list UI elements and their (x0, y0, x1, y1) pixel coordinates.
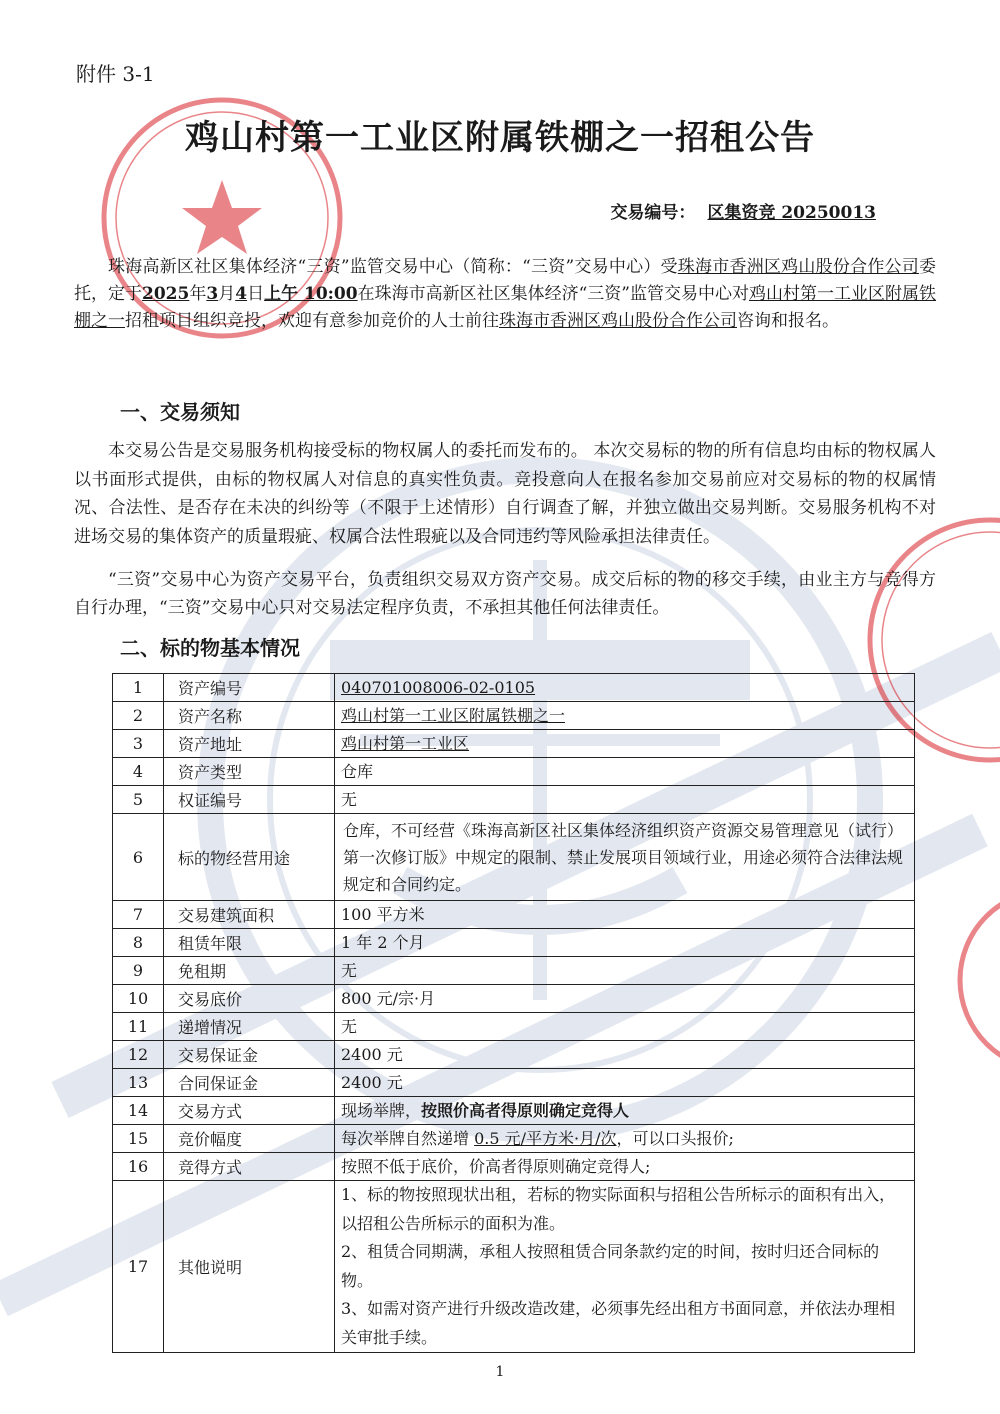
intro-text: 月 (218, 284, 236, 304)
row-label: 免租期 (164, 957, 335, 985)
note-item: 1、标的物按照现状出租，若标的物实际面积与招租公告所标示的面积有出入，以招租公告所标示的面积为准。 (341, 1185, 896, 1233)
row-value: 2400 元 (335, 1069, 915, 1097)
row-value-part: 每次举牌自然递增 (341, 1129, 475, 1148)
row-label: 竞价幅度 (164, 1125, 335, 1153)
row-value-part: 按照价高者得原则确定竞得人 (421, 1101, 630, 1120)
row-number: 16 (113, 1153, 164, 1181)
row-number: 4 (113, 758, 164, 786)
transaction-number-label: 交易编号： (610, 203, 696, 223)
contact-organization: 珠海市香洲区鸡山股份合作公司 (499, 311, 737, 331)
entrustor: 珠海市香洲区鸡山股份合作公司 (677, 257, 920, 277)
row-value: 800 元/宗·月 (335, 985, 915, 1013)
row-label: 其他说明 (164, 1181, 335, 1353)
row-value: 无 (335, 786, 915, 814)
row-label: 交易建筑面积 (164, 901, 335, 929)
bid-time: 上午 10:00 (264, 284, 358, 304)
row-value-part: 现场举牌， (341, 1101, 422, 1120)
intro-text: 委托，定于 (74, 257, 937, 304)
row-label: 标的物经营用途 (164, 814, 335, 901)
row-number: 2 (113, 702, 164, 730)
table-row (113, 1097, 915, 1125)
table-row (113, 702, 915, 730)
table-row (113, 786, 915, 814)
row-number: 15 (113, 1125, 164, 1153)
table-row (113, 1041, 915, 1069)
table-row (113, 901, 915, 929)
transaction-number (610, 198, 880, 223)
table-row (113, 957, 915, 985)
table-row (113, 674, 915, 702)
bid-day: 4 (235, 284, 248, 304)
intro-text: 在珠海市高新区社区集体经济“三资”监管交易中心对 (357, 284, 750, 304)
row-label: 竞得方式 (164, 1153, 335, 1181)
row-number: 13 (113, 1069, 164, 1097)
table-row (113, 1125, 915, 1153)
row-number: 11 (113, 1013, 164, 1041)
note-item: 2、租赁合同期满，承租人按照租赁合同条款约定的时间，按时归还合同标的物。 (341, 1242, 880, 1290)
red-seal-bottom-right (940, 880, 1000, 1080)
table-row (113, 1181, 915, 1353)
row-number: 5 (113, 786, 164, 814)
row-number: 14 (113, 1097, 164, 1125)
row-value: 2400 元 (335, 1041, 915, 1069)
row-label: 合同保证金 (164, 1069, 335, 1097)
transaction-number-value: 区集资竞 20250013 (707, 203, 876, 223)
row-number: 6 (113, 814, 164, 901)
row-label: 租赁年限 (164, 929, 335, 957)
table-row (113, 758, 915, 786)
table-row (113, 814, 915, 901)
row-number: 7 (113, 901, 164, 929)
table-row (113, 929, 915, 957)
row-value-part: ，可以口头报价; (616, 1129, 734, 1148)
table-row (113, 1069, 915, 1097)
row-value: 鸡山村第一工业区附属铁棚之一 (341, 706, 566, 725)
intro-text: 咨询和报名。 (737, 311, 839, 331)
intro-text: 年 (189, 284, 207, 304)
row-value: 100 平方米 (335, 901, 915, 929)
bid-year: 2025 (142, 284, 190, 304)
row-number: 9 (113, 957, 164, 985)
row-value: 鸡山村第一工业区 (341, 734, 470, 753)
row-value: 040701008006-02-0105 (341, 678, 536, 697)
page-title: 鸡山村第一工业区附属铁棚之一招租公告 (185, 118, 815, 158)
row-value (335, 1125, 915, 1153)
row-value: 无 (335, 1013, 915, 1041)
intro-paragraph (74, 254, 936, 335)
page-number: 1 (495, 1364, 505, 1380)
notice-paragraph-1: 本交易公告是交易服务机构接受标的物权属人的委托而发布的。 本次交易标的物的所有信息均由标的物权属人以书面形式提供，由标的物权属人对信息的真实性负责。竞投意向人在报名参加交易前应对交易标的物的权属情况、合法性、是否存在未决的纠纷等（不限于上述情形）自行调查了解，并独立做出交易判断。交易服务机构不对进场交易的集体资产的质量瑕疵、权属合法性瑕疵以及合同违约等风险承担法律责任。 (74, 441, 936, 547)
row-value (335, 1097, 915, 1125)
table-row (113, 1153, 915, 1181)
row-label: 递增情况 (164, 1013, 335, 1041)
row-label: 资产名称 (164, 702, 335, 730)
intro-text: 招租项目组织竞投，欢迎有意参加竞价的人士前往 (125, 311, 499, 331)
row-value: 仓库，不可经营《珠海高新区社区集体经济组织资产资源交易管理意见（试行）第一次修订版》中规定的限制、禁止发展项目领域行业，用途必须符合法律法规规定和合同约定。 (335, 814, 915, 901)
row-label: 权证编号 (164, 786, 335, 814)
row-number: 1 (113, 674, 164, 702)
note-item: 3、如需对资产进行升级改造改建，必须事先经出租方书面同意，并依法办理相关审批手续。 (341, 1299, 896, 1347)
row-value: 无 (335, 957, 915, 985)
row-label: 资产地址 (164, 730, 335, 758)
bid-month: 3 (206, 284, 219, 304)
attachment-label: 附件 3-1 (76, 62, 155, 86)
intro-text: 日 (247, 284, 265, 304)
row-number: 8 (113, 929, 164, 957)
row-label: 交易底价 (164, 985, 335, 1013)
table-row (113, 1013, 915, 1041)
asset-info-table (112, 673, 915, 1353)
row-label: 交易保证金 (164, 1041, 335, 1069)
row-value-part: 0.5 元/平方米·月/次 (474, 1129, 617, 1148)
row-number: 3 (113, 730, 164, 758)
project-name: 鸡山村第一工业区附属铁棚之一 (74, 284, 937, 331)
row-value: 按照不低于底价，价高者得原则确定竞得人; (335, 1153, 915, 1181)
table-row (113, 985, 915, 1013)
row-value: 1 年 2 个月 (335, 929, 915, 957)
table-row (113, 730, 915, 758)
intro-text: 珠海高新区社区集体经济“三资”监管交易中心（简称：“三资”交易中心）受 (108, 257, 678, 277)
row-label: 资产编号 (164, 674, 335, 702)
row-number: 10 (113, 985, 164, 1013)
notice-paragraph-2: “三资”交易中心为资产交易平台，负责组织交易双方资产交易。成交后标的物的移交手续，由业主方与竞得方自行办理，“三资”交易中心只对交易法定程序负责，不承担其他任何法律责任。 (74, 570, 936, 618)
row-value (335, 1181, 915, 1353)
row-number: 17 (113, 1181, 164, 1353)
row-label: 交易方式 (164, 1097, 335, 1125)
section-heading-notice: 一、交易须知 (120, 400, 240, 424)
row-label: 资产类型 (164, 758, 335, 786)
section-heading-asset-info: 二、标的物基本情况 (120, 636, 300, 660)
row-value: 仓库 (335, 758, 915, 786)
row-number: 12 (113, 1041, 164, 1069)
